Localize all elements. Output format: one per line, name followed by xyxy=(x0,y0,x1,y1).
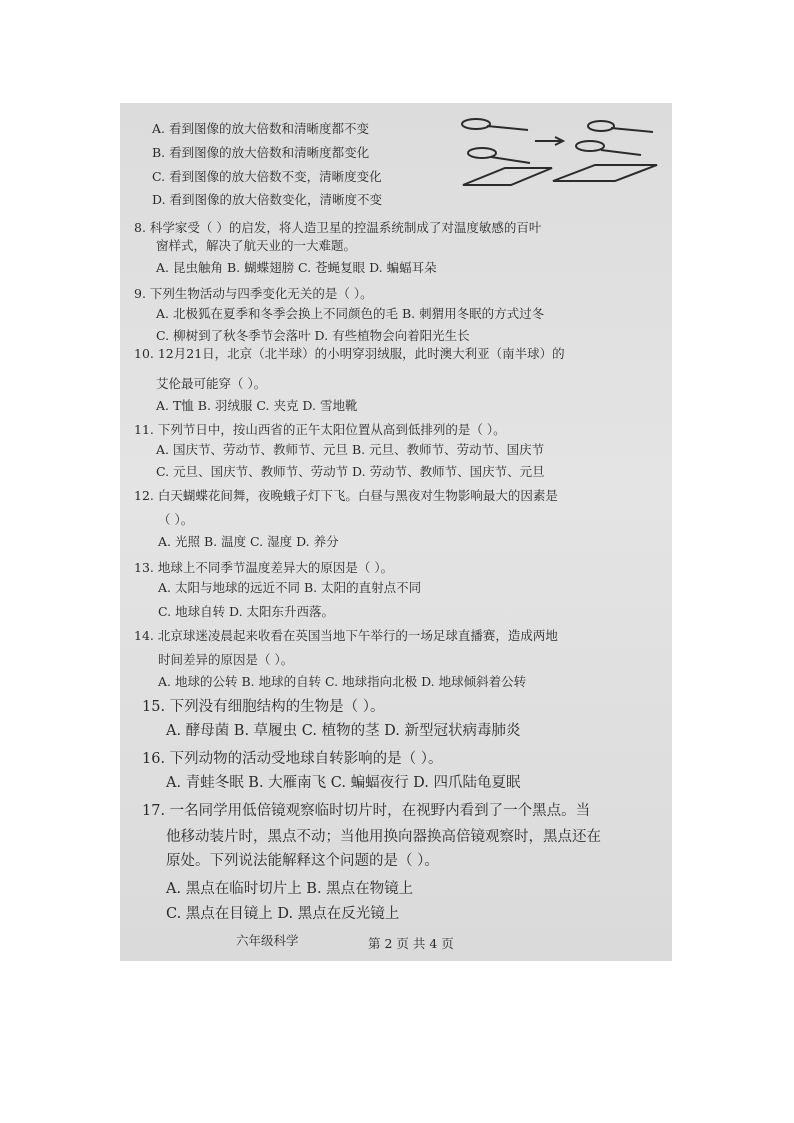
text-line: 8. 科学家受（ ）的启发，将人造卫星的控温系统制成了对温度敏感的百叶 xyxy=(134,220,542,235)
text-line: 14. 北京球迷凌晨起来收看在英国当地下午举行的一场足球直播赛，造成两地 xyxy=(134,628,558,643)
text-line: 原处。下列说法能解释这个问题的是（ ）。 xyxy=(166,853,439,869)
footer-subject: 六年级科学 xyxy=(236,933,299,948)
text-line: A. T恤 B. 羽绒服 C. 夹克 D. 雪地靴 xyxy=(156,398,358,413)
text-line: 他移动装片时，黑点不动；当他用换向器换高倍镜观察时，黑点还在 xyxy=(166,829,601,845)
text-line: A. 地球的公转 B. 地球的自转 C. 地球指向北极 D. 地球倾斜着公转 xyxy=(158,674,527,689)
text-line: C. 看到图像的放大倍数不变，清晰度变化 xyxy=(152,169,382,184)
text-line: 15. 下列没有细胞结构的生物是（ ）。 xyxy=(142,699,385,715)
text-line: 11. 下列节日中，按山西省的正午太阳位置从高到低排列的是（ ）。 xyxy=(134,422,506,437)
lens-shape-right-bottom xyxy=(576,141,604,151)
text-line: （ ）。 xyxy=(158,512,194,527)
text-line: 时间差异的原因是（ ）。 xyxy=(158,652,294,667)
text-line: A. 国庆节、劳动节、教师节、元旦 B. 元旦、教师节、劳动节、国庆节 xyxy=(156,442,545,457)
pointer-line-right-bottom xyxy=(601,150,641,155)
text-line: C. 地球自转 D. 太阳东升西落。 xyxy=(158,604,335,619)
text-line: D. 看到图像的放大倍数变化，清晰度不变 xyxy=(152,192,383,207)
text-line: 13. 地球上不同季节温度差异大的原因是（ ）。 xyxy=(134,560,394,575)
text-line: A. 看到图像的放大倍数和清晰度都不变 xyxy=(152,121,369,136)
text-line: 10. 12月21日，北京（北半球）的小明穿羽绒服，此时澳大利亚（南半球）的 xyxy=(134,346,565,361)
text-line: A. 青蛙冬眠 B. 大雁南飞 C. 蝙蝠夜行 D. 四爪陆龟夏眠 xyxy=(166,775,521,791)
pointer-line-left-top xyxy=(487,126,528,130)
text-line: A. 太阳与地球的远近不同 B. 太阳的直射点不同 xyxy=(158,580,422,595)
text-line: B. 看到图像的放大倍数和清晰度都变化 xyxy=(152,145,370,160)
microscope-slide-diagram-icon xyxy=(455,113,670,188)
text-line: A. 昆虫触角 B. 蝴蝶翅膀 C. 苍蝇复眼 D. 蝙蝠耳朵 xyxy=(156,260,437,275)
pointer-line-left-bottom xyxy=(491,157,530,163)
slide-shape-left xyxy=(463,168,552,185)
text-line: A. 北极狐在夏季和冬季会换上不同颜色的毛 B. 刺猬用冬眠的方式过冬 xyxy=(156,306,545,321)
text-line: 9. 下列生物活动与四季变化无关的是（ ）。 xyxy=(134,286,373,301)
text-line: A. 酵母菌 B. 草履虫 C. 植物的茎 D. 新型冠状病毒肺炎 xyxy=(166,723,521,739)
lens-shape-right-top xyxy=(588,121,614,131)
pointer-line-right-top xyxy=(611,128,653,132)
text-line: C. 黑点在目镜上 D. 黑点在反光镜上 xyxy=(166,906,400,922)
text-line: A. 黑点在临时切片上 B. 黑点在物镜上 xyxy=(166,881,414,897)
lens-shape-left-top xyxy=(462,119,490,129)
text-line: 窗样式，解决了航天业的一大难题。 xyxy=(156,238,357,253)
slide-shape-right xyxy=(553,165,657,181)
text-line: 17. 一名同学用低倍镜观察临时切片时，在视野内看到了一个黑点。当 xyxy=(142,803,591,819)
text-line: C. 柳树到了秋冬季节会落叶 D. 有些植物会向着阳光生长 xyxy=(156,328,470,343)
text-line: 16. 下列动物的活动受地球自转影响的是（ ）。 xyxy=(142,751,443,767)
text-line: C. 元旦、国庆节、教师节、劳动节 D. 劳动节、教师节、国庆节、元旦 xyxy=(156,464,545,479)
text-line: 艾伦最可能穿（ ）。 xyxy=(156,376,267,391)
footer-page-number: 第 2 页 共 4 页 xyxy=(368,936,454,951)
text-line: 12. 白天蝴蝶花间舞，夜晚蛾子灯下飞。白昼与黑夜对生物影响最大的因素是 xyxy=(134,488,558,503)
text-line: A. 光照 B. 温度 C. 湿度 D. 养分 xyxy=(158,534,339,549)
